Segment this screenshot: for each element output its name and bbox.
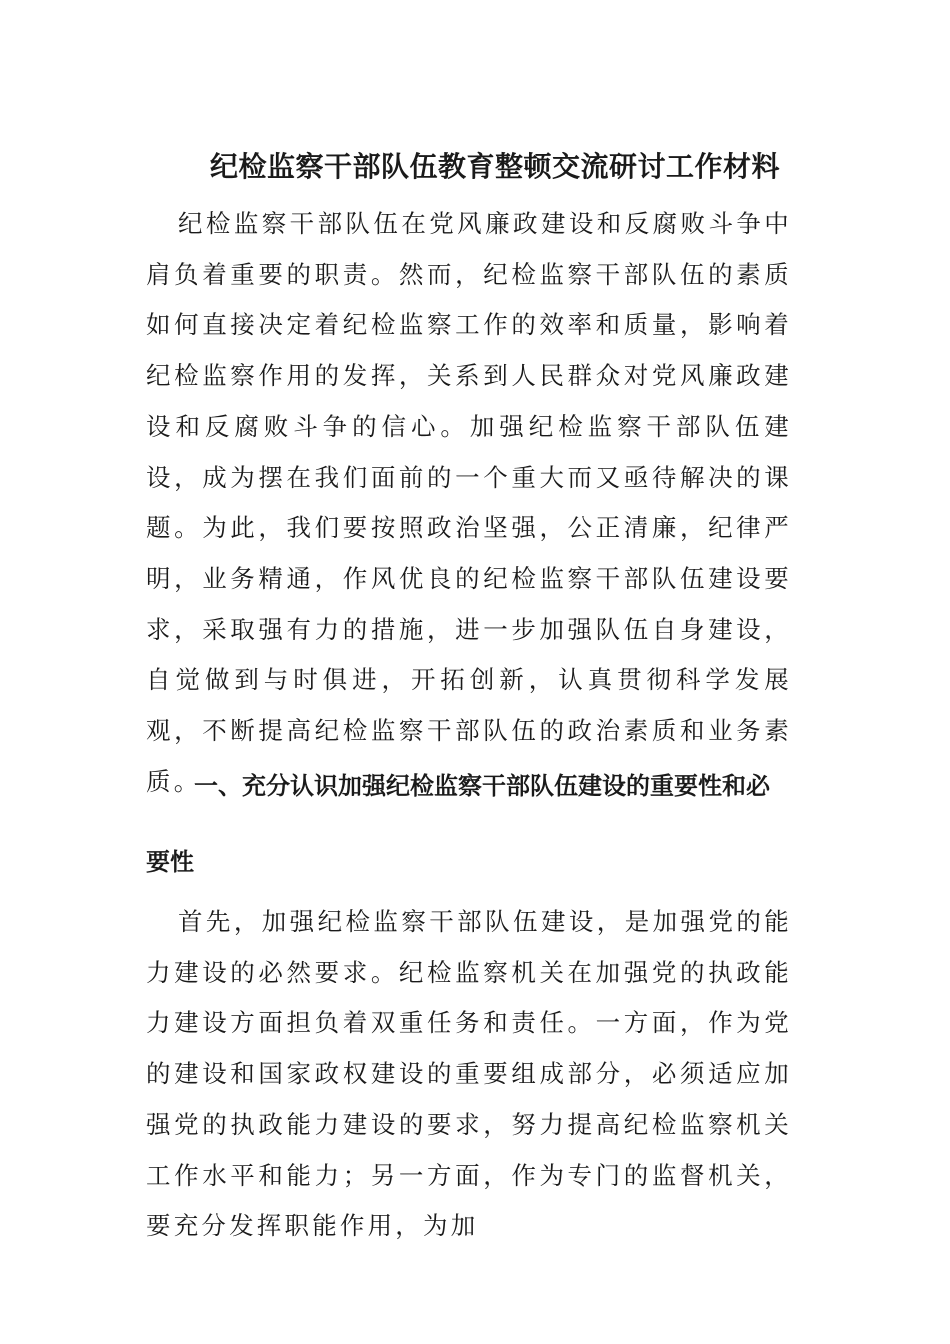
section-heading: 一、充分认识加强纪检监察干部队伍建设的重要性和必要性 [146,772,770,876]
document-title: 纪检监察干部队伍教育整顿交流研讨工作材料 [209,149,780,183]
section-paragraph: 首先，加强纪检监察干部队伍建设，是加强党的能力建设的必然要求。纪检监察机关在加强党的执政能力建设方面担负着双重任务和责任。一方面，作为党的建设和国家政权建设的重要组成部分，必须适应加强党的执政能力建设的要求，努力提高纪检监察机关工作水平和能力；另一方面，作为专门的监督机关，要充分发挥职能作用，为加 [146,907,792,1241]
intro-paragraph: 纪检监察干部队伍在党风廉政建设和反腐败斗争中肩负着重要的职责。然而，纪检监察干部队伍的素质如何直接决定着纪检监察工作的效率和质量，影响着纪检监察作用的发挥，关系到人民群众对党风廉政建设和反腐败斗争的信心。加强纪检监察干部队伍建设，成为摆在我们面前的一个重大而又亟待解决的课题。为此，我们要按照政治坚强，公正清廉，纪律严明，业务精通，作风优良的纪检监察干部队伍建设要求，采取强有力的措施，进一步加强队伍自身建设，自觉做到与时俱进，开拓创新，认真贯彻科学发展观，不断提高纪检监察干部队伍的政治素质和业务素质。 [146,209,792,796]
